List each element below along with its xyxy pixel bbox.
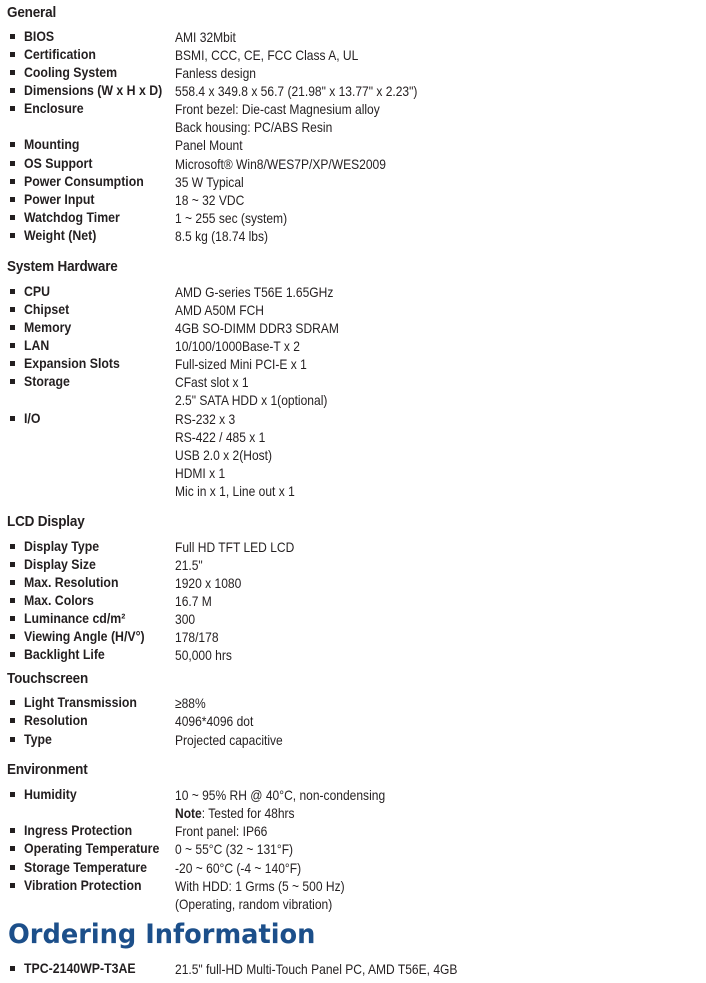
model-number: TPC-2140WP-T3AE	[24, 960, 136, 976]
spec-value: 18 ~ 32 VDC	[175, 192, 245, 208]
spec-value: RS-422 / 485 x 1	[175, 429, 266, 445]
spec-label: Storage Temperature	[24, 859, 148, 875]
spec-label: Display Type	[24, 538, 100, 554]
spec-label: Watchdog Timer	[24, 209, 120, 225]
spec-value: Projected capacitive	[175, 732, 283, 748]
spec-value: 0 ~ 55°C (32 ~ 131°F)	[175, 841, 294, 857]
bullet-icon	[10, 883, 15, 888]
spec-value: 558.4 x 349.8 x 56.7 (21.98" x 13.77" x 2.23")	[175, 83, 418, 99]
section-title-touchscreen: Touchscreen	[7, 670, 89, 687]
spec-value: USB 2.0 x 2(Host)	[175, 447, 273, 463]
bullet-icon	[10, 88, 15, 93]
spec-label: Max. Resolution	[24, 574, 119, 590]
spec-value: 1920 x 1080	[175, 575, 242, 591]
spec-value: 50,000 hrs	[175, 647, 232, 663]
bullet-icon	[10, 598, 15, 603]
spec-value: HDMI x 1	[175, 465, 226, 481]
spec-value: With HDD: 1 Grms (5 ~ 500 Hz)	[175, 878, 345, 894]
bullet-icon	[10, 700, 15, 705]
bullet-icon	[10, 718, 15, 723]
model-description: 21.5" full-HD Multi-Touch Panel PC, AMD T56E, 4GB	[175, 961, 458, 977]
spec-value: Front panel: IP66	[175, 823, 268, 839]
spec-value: 10/100/1000Base-T x 2	[175, 338, 300, 354]
spec-label: Type	[24, 731, 52, 747]
spec-label: Operating Temperature	[24, 840, 160, 856]
bullet-icon	[10, 325, 15, 330]
spec-label: Expansion Slots	[24, 355, 120, 371]
bullet-icon	[10, 142, 15, 147]
spec-value: Panel Mount	[175, 137, 243, 153]
spec-value: 10 ~ 95% RH @ 40°C, non-condensing	[175, 787, 386, 803]
bullet-icon	[10, 792, 15, 797]
bullet-icon	[10, 416, 15, 421]
spec-value: 35 W Typical	[175, 174, 244, 190]
bullet-icon	[10, 215, 15, 220]
spec-value: AMD G-series T56E 1.65GHz	[175, 284, 334, 300]
bullet-icon	[10, 70, 15, 75]
spec-value: BSMI, CCC, CE, FCC Class A, UL	[175, 47, 359, 63]
spec-label: Memory	[24, 319, 72, 335]
spec-label: Ingress Protection	[24, 822, 133, 838]
spec-value: Mic in x 1, Line out x 1	[175, 483, 295, 499]
spec-value: 4096*4096 dot	[175, 713, 254, 729]
bullet-icon	[10, 197, 15, 202]
bullet-icon	[10, 343, 15, 348]
spec-value: CFast slot x 1	[175, 374, 249, 390]
spec-value: 21.5"	[175, 557, 203, 573]
bullet-icon	[10, 544, 15, 549]
spec-label: Backlight Life	[24, 646, 105, 662]
spec-value: (Operating, random vibration)	[175, 896, 333, 912]
spec-label: Power Input	[24, 191, 95, 207]
spec-label: Light Transmission	[24, 694, 137, 710]
spec-label: BIOS	[24, 28, 55, 44]
bullet-icon	[10, 106, 15, 111]
bullet-icon	[10, 737, 15, 742]
spec-value: 16.7 M	[175, 593, 212, 609]
note-label: Note	[175, 805, 202, 821]
spec-value: AMD A50M FCH	[175, 302, 264, 318]
spec-value: 2.5" SATA HDD x 1(optional)	[175, 392, 328, 408]
spec-label: Dimensions (W x H x D)	[24, 82, 163, 98]
spec-label: Enclosure	[24, 100, 84, 116]
spec-value: 8.5 kg (18.74 lbs)	[175, 228, 269, 244]
bullet-icon	[10, 233, 15, 238]
humidity-note	[175, 804, 385, 822]
spec-label: I/O	[24, 410, 41, 426]
spec-value: Fanless design	[175, 65, 256, 81]
spec-value: Full HD TFT LED LCD	[175, 539, 295, 555]
bullet-icon	[10, 562, 15, 567]
bullet-icon	[10, 52, 15, 57]
bullet-icon	[10, 652, 15, 657]
bullet-icon	[10, 966, 15, 971]
note-text: : Tested for 48hrs	[201, 805, 295, 821]
bullet-icon	[10, 289, 15, 294]
bullet-icon	[10, 580, 15, 585]
bullet-icon	[10, 161, 15, 166]
section-title-system-hardware: System Hardware	[7, 258, 118, 275]
spec-label: Max. Colors	[24, 592, 94, 608]
spec-value: 178/178	[175, 629, 219, 645]
spec-value: Full-sized Mini PCI-E x 1	[175, 356, 307, 372]
spec-value: -20 ~ 60°C (-4 ~ 140°F)	[175, 860, 302, 876]
spec-label: Humidity	[24, 786, 77, 802]
spec-label: Weight (Net)	[24, 227, 97, 243]
spec-label: Cooling System	[24, 64, 118, 80]
bullet-icon	[10, 361, 15, 366]
spec-label: Power Consumption	[24, 173, 144, 189]
spec-label: LAN	[24, 337, 50, 353]
spec-label: OS Support	[24, 155, 93, 171]
bullet-icon	[10, 828, 15, 833]
spec-value: Front bezel: Die-cast Magnesium alloy	[175, 101, 380, 117]
section-title-environment: Environment	[7, 761, 88, 778]
bullet-icon	[10, 34, 15, 39]
bullet-icon	[10, 616, 15, 621]
spec-label: Vibration Protection	[24, 877, 142, 893]
spec-label: Display Size	[24, 556, 96, 572]
spec-value: RS-232 x 3	[175, 411, 236, 427]
bullet-icon	[10, 179, 15, 184]
spec-label: Luminance cd/m²	[24, 610, 126, 626]
spec-label: Viewing Angle (H/V°)	[24, 628, 145, 644]
ordering-information-title: Ordering Information	[8, 919, 316, 950]
bullet-icon	[10, 846, 15, 851]
spec-value: 4GB SO-DIMM DDR3 SDRAM	[175, 320, 339, 336]
bullet-icon	[10, 865, 15, 870]
bullet-icon	[10, 307, 15, 312]
spec-label: Mounting	[24, 136, 80, 152]
spec-value: Back housing: PC/ABS Resin	[175, 119, 333, 135]
spec-value: Microsoft® Win8/WES7P/XP/WES2009	[175, 156, 386, 172]
section-title-general: General	[7, 4, 57, 21]
spec-label: Resolution	[24, 712, 88, 728]
spec-value: AMI 32Mbit	[175, 29, 236, 45]
spec-value: 1 ~ 255 sec (system)	[175, 210, 288, 226]
spec-label: CPU	[24, 283, 51, 299]
spec-label: Chipset	[24, 301, 70, 317]
spec-value: 300	[175, 611, 196, 627]
section-title-lcd-display: LCD Display	[7, 513, 85, 530]
spec-value: ≥88%	[175, 695, 206, 711]
spec-label: Certification	[24, 46, 96, 62]
bullet-icon	[10, 634, 15, 639]
spec-label: Storage	[24, 373, 70, 389]
bullet-icon	[10, 379, 15, 384]
